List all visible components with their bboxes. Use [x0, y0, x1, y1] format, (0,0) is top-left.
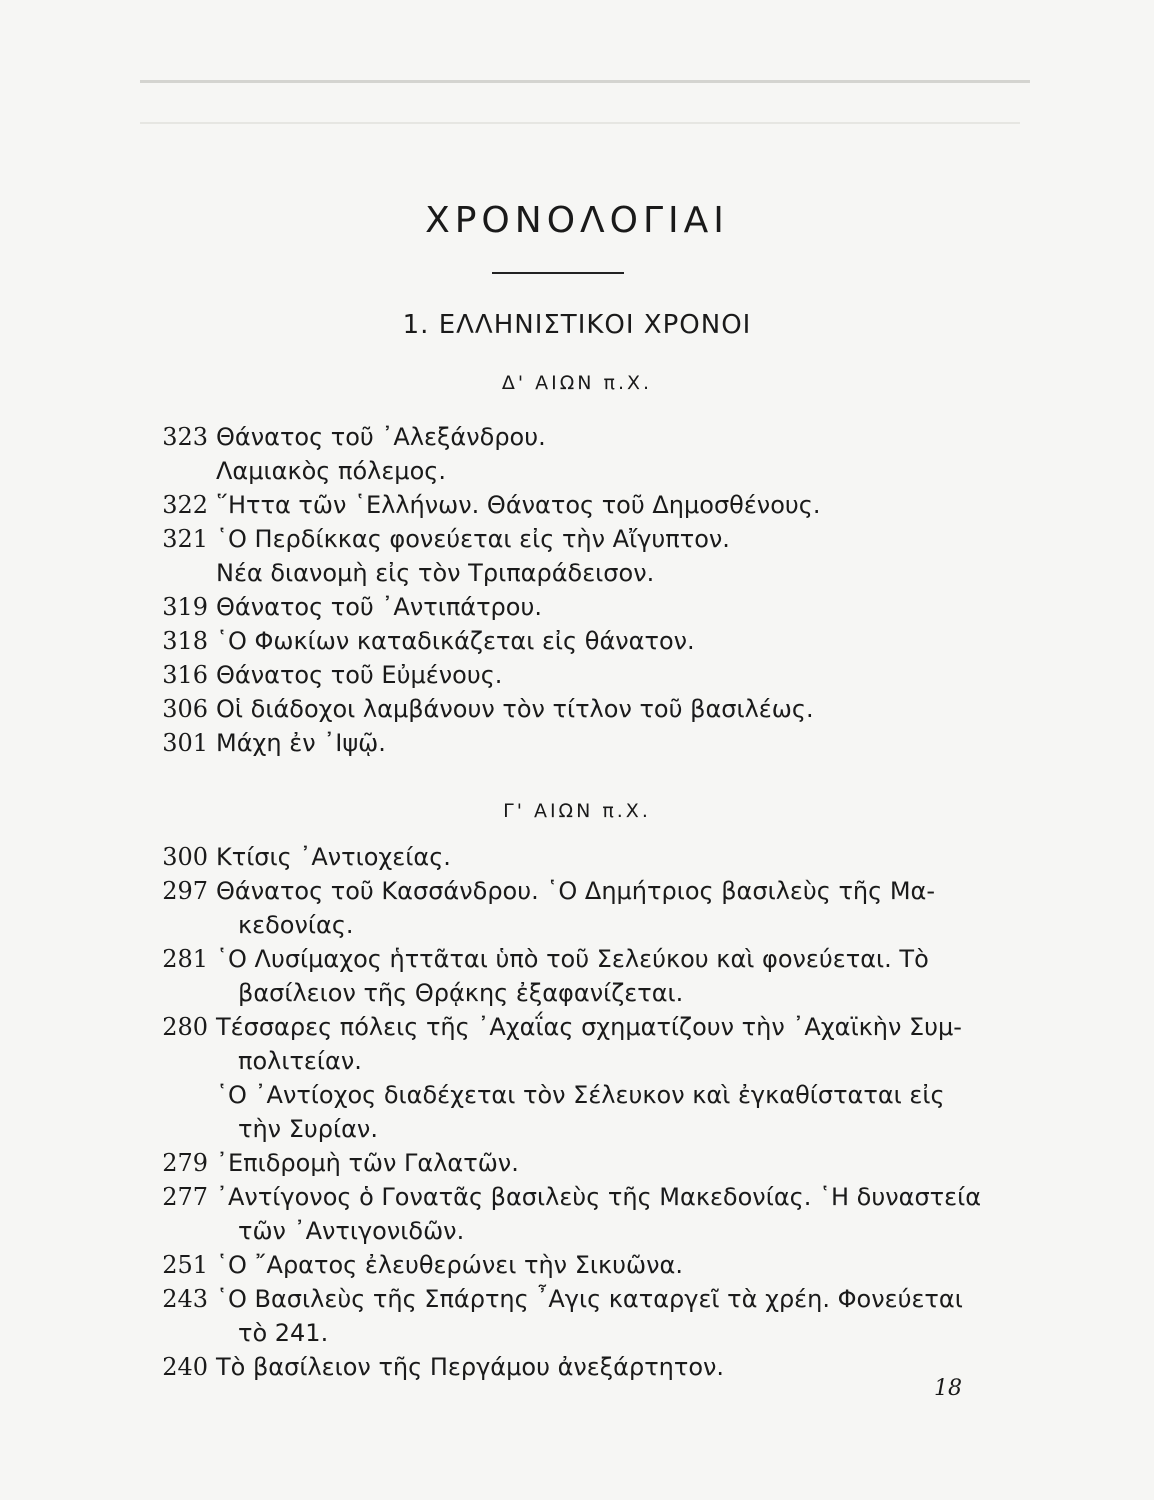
entry-text-line: ῾Ο Λυσίμαχος ἡττᾶται ὑπὸ τοῦ Σελεύκου καὶ φονεύεται. Τὸ — [216, 945, 929, 973]
chronology-entry — [140, 1078, 1000, 1146]
entry-text-line: Θάνατος τοῦ ᾿Αντιπάτρου. — [216, 593, 542, 621]
entry-text-line: ῾Ο Περδίκκας φονεύεται εἰς τὴν Αἴγυπτον. — [216, 525, 730, 553]
chronology-entry — [140, 874, 1000, 942]
entry-text-line: κεδονίας. — [238, 911, 354, 939]
chronology-entry — [140, 1350, 1000, 1384]
entry-text-line: ῞Ηττα τῶν ῾Ελλήνων. Θάνατος τοῦ Δημοσθένους. — [216, 491, 821, 519]
entry-text — [208, 874, 1000, 942]
chronology-entry — [140, 1282, 1000, 1350]
entry-text — [208, 1282, 1000, 1350]
entry-text — [208, 1146, 1000, 1180]
section-title: 1. ΕΛΛΗΝΙΣΤΙΚΟΙ ΧΡΟΝΟΙ — [402, 310, 752, 340]
entry-text — [208, 556, 1000, 590]
chronology-list-4th — [140, 420, 1000, 760]
entry-year — [140, 556, 208, 590]
entry-text-line: ῾Ο Βασιλεὺς τῆς Σπάρτης ῏Αγις καταργεῖ τὰ χρέη. Φονεύεται — [216, 1285, 963, 1313]
entry-text-line: τὸ 241. — [238, 1319, 329, 1347]
entry-text-line: Θάνατος τοῦ Εὐμένους. — [216, 661, 503, 689]
entry-year: 322 — [162, 491, 208, 519]
chronology-entry — [140, 590, 1000, 624]
entry-text-line: ᾿Επιδρομὴ τῶν Γαλατῶν. — [216, 1149, 519, 1177]
chronology-entry — [140, 624, 1000, 658]
entry-text-line: Μάχη ἐν ᾿Ιψῷ. — [216, 729, 386, 757]
chronology-entry — [140, 556, 1000, 590]
chronology-entry — [140, 942, 1000, 1010]
entry-text-line: τὴν Συρίαν. — [238, 1115, 378, 1143]
entry-text — [208, 1248, 1000, 1282]
entry-year: 318 — [162, 627, 208, 655]
entry-year: 316 — [162, 661, 208, 689]
entry-text-line: Τέσσαρες πόλεις τῆς ᾿Αχαΐας σχηματίζουν τὴν ᾿Αχαϊκὴν Συμ- — [216, 1013, 962, 1041]
entry-text — [208, 692, 1000, 726]
chronology-entry — [140, 1010, 1000, 1078]
entry-text — [208, 1078, 1000, 1146]
entry-year: 306 — [162, 695, 208, 723]
entry-year: 279 — [162, 1149, 208, 1177]
entry-text — [208, 522, 1000, 556]
entry-text — [208, 658, 1000, 692]
bleed-through-header — [140, 80, 1030, 83]
chronology-entry — [140, 1248, 1000, 1282]
entry-text — [208, 840, 1000, 874]
page-number: 18 — [934, 1376, 962, 1401]
entry-text-line: ῾Ο Φωκίων καταδικάζεται εἰς θάνατον. — [216, 627, 695, 655]
entry-text-line: πολιτείαν. — [238, 1047, 362, 1075]
entry-year: 319 — [162, 593, 208, 621]
entry-text-line: Οἱ διάδοχοι λαμβάνουν τὸν τίτλον τοῦ βασιλέως. — [216, 695, 814, 723]
entry-year: 301 — [162, 729, 208, 757]
chronology-entry — [140, 658, 1000, 692]
entry-year: 277 — [162, 1183, 208, 1211]
entry-text-line: ᾿Αντίγονος ὁ Γονατᾶς βασιλεὺς τῆς Μακεδονίας. ῾Η δυναστεία — [216, 1183, 982, 1211]
entry-text-line: Κτίσις ᾿Αντιοχείας. — [216, 843, 451, 871]
entry-text — [208, 624, 1000, 658]
chronology-entry — [140, 522, 1000, 556]
chronology-entry — [140, 1180, 1000, 1248]
entry-text-line: τῶν ᾿Αντιγονιδῶν. — [238, 1217, 465, 1245]
century-heading-4th: Δ' ΑΙΩΝ π.Χ. — [501, 372, 653, 394]
entry-year: 240 — [162, 1353, 208, 1381]
entry-text-line: Νέα διανομὴ εἰς τὸν Τριπαράδεισον. — [216, 559, 655, 587]
entry-text — [208, 1010, 1000, 1078]
entry-text-line: Λαμιακὸς πόλεμος. — [216, 457, 446, 485]
entry-text-line: βασίλειον τῆς Θρᾴκης ἐξαφανίζεται. — [238, 979, 684, 1007]
entry-text — [208, 454, 1000, 488]
entry-text — [208, 1180, 1000, 1248]
page-title: ΧΡΟΝΟΛΟΓΙΑΙ — [425, 200, 729, 241]
entry-text — [208, 420, 1000, 454]
chronology-entry — [140, 454, 1000, 488]
chronology-entry — [140, 692, 1000, 726]
entry-year: 251 — [162, 1251, 208, 1279]
title-divider — [492, 272, 624, 274]
chronology-entry — [140, 420, 1000, 454]
chronology-list-3rd — [140, 840, 1000, 1384]
entry-text-line: Τὸ βασίλειον τῆς Περγάμου ἀνεξάρτητον. — [216, 1353, 725, 1381]
bleed-through-line — [140, 122, 1020, 124]
entry-text-line: Θάνατος τοῦ Κασσάνδρου. ῾Ο Δημήτριος βασιλεὺς τῆς Μα- — [216, 877, 936, 905]
entry-year: 300 — [162, 843, 208, 871]
entry-year: 297 — [162, 877, 208, 905]
entry-year — [140, 454, 208, 488]
entry-year: 280 — [162, 1013, 208, 1041]
entry-text — [208, 488, 1000, 522]
century-heading-3rd: Γ' ΑΙΩΝ π.Χ. — [503, 800, 651, 822]
chronology-entry — [140, 488, 1000, 522]
entry-text — [208, 590, 1000, 624]
entry-text-line: ῾Ο ᾿Αντίοχος διαδέχεται τὸν Σέλευκον καὶ ἐγκαθίσταται εἰς — [216, 1081, 945, 1109]
entry-year: 323 — [162, 423, 208, 451]
entry-text — [208, 1350, 1000, 1384]
entry-text-line: ῾Ο ῎Αρατος ἐλευθερώνει τὴν Σικυῶνα. — [216, 1251, 683, 1279]
entry-year: 281 — [162, 945, 208, 973]
entry-year: 243 — [162, 1285, 208, 1313]
chronology-entry — [140, 840, 1000, 874]
chronology-entry — [140, 726, 1000, 760]
entry-year — [140, 1078, 208, 1146]
chronology-entry — [140, 1146, 1000, 1180]
entry-text — [208, 942, 1000, 1010]
entry-text — [208, 726, 1000, 760]
entry-year: 321 — [162, 525, 208, 553]
entry-text-line: Θάνατος τοῦ ᾿Αλεξάνδρου. — [216, 423, 546, 451]
